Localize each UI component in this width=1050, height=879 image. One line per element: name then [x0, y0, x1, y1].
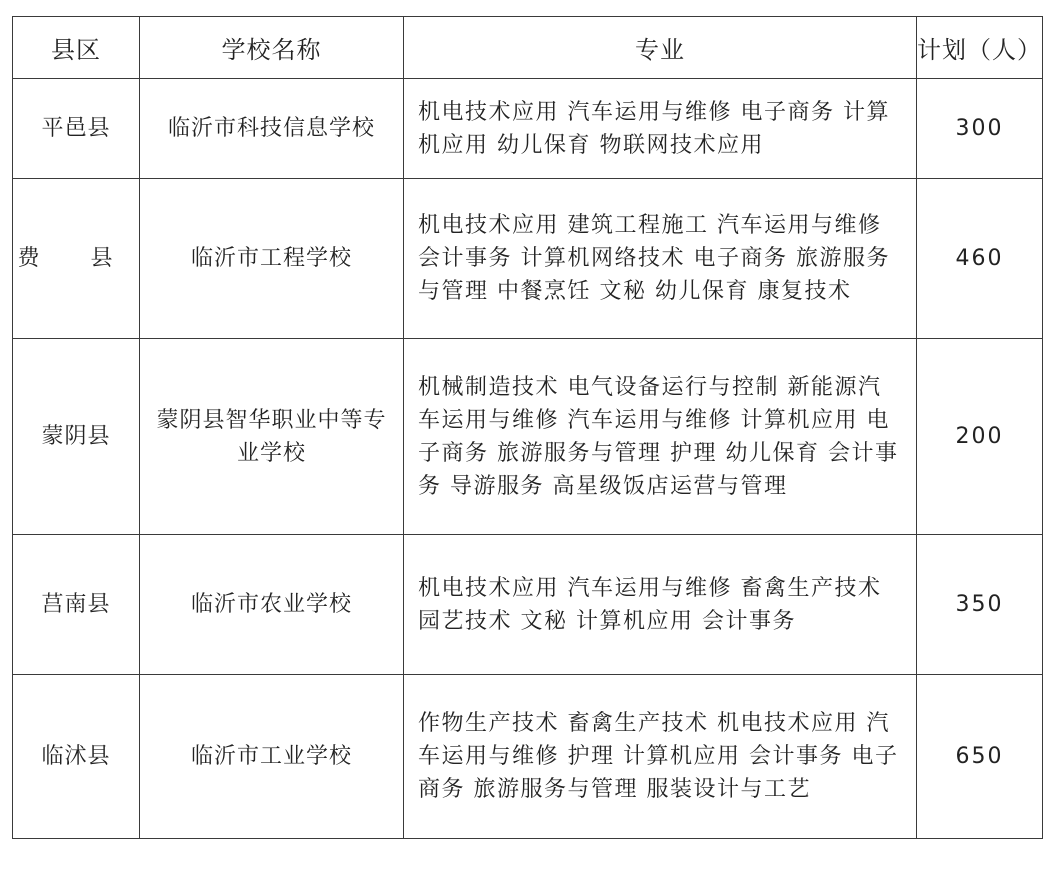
header-row: [13, 17, 1043, 79]
table-row: [13, 179, 1043, 339]
county-cell: 蒙阴县: [13, 339, 140, 535]
header-school-name: 学校名称: [140, 17, 404, 79]
enrollment-plan-table: [12, 16, 1043, 839]
table-row: [13, 675, 1043, 839]
county-cell: 莒南县: [13, 535, 140, 675]
majors-cell: 作物生产技术 畜禽生产技术 机电技术应用 汽车运用与维修 护理 计算机应用 会计事务 电子商务 旅游服务与管理 服装设计与工艺: [404, 675, 917, 839]
table-row: [13, 79, 1043, 179]
plan-cell: 650: [917, 675, 1043, 839]
school-cell: 蒙阴县智华职业中等专业学校: [140, 339, 404, 535]
county-cell: 费 县: [13, 179, 140, 339]
plan-cell: 200: [917, 339, 1043, 535]
majors-cell: 机械制造技术 电气设备运行与控制 新能源汽车运用与维修 汽车运用与维修 计算机应用 电子商务 旅游服务与管理 护理 幼儿保育 会计事务 导游服务 高星级饭店运营与管理: [404, 339, 917, 535]
school-cell: 临沂市工业学校: [140, 675, 404, 839]
header-major: 专业: [404, 17, 917, 79]
school-cell: 临沂市科技信息学校: [140, 79, 404, 179]
table-row: [13, 339, 1043, 535]
majors-cell: 机电技术应用 汽车运用与维修 电子商务 计算机应用 幼儿保育 物联网技术应用: [404, 79, 917, 179]
plan-cell: 300: [917, 79, 1043, 179]
majors-cell: 机电技术应用 建筑工程施工 汽车运用与维修 会计事务 计算机网络技术 电子商务 旅游服务与管理 中餐烹饪 文秘 幼儿保育 康复技术: [404, 179, 917, 339]
county-cell: 临沭县: [13, 675, 140, 839]
table-row: [13, 535, 1043, 675]
majors-cell: 机电技术应用 汽车运用与维修 畜禽生产技术 园艺技术 文秘 计算机应用 会计事务: [404, 535, 917, 675]
school-cell: 临沂市工程学校: [140, 179, 404, 339]
header-plan: 计划（人）: [917, 17, 1043, 79]
header-county: 县区: [13, 17, 140, 79]
plan-cell: 460: [917, 179, 1043, 339]
plan-cell: 350: [917, 535, 1043, 675]
school-cell: 临沂市农业学校: [140, 535, 404, 675]
county-cell: 平邑县: [13, 79, 140, 179]
